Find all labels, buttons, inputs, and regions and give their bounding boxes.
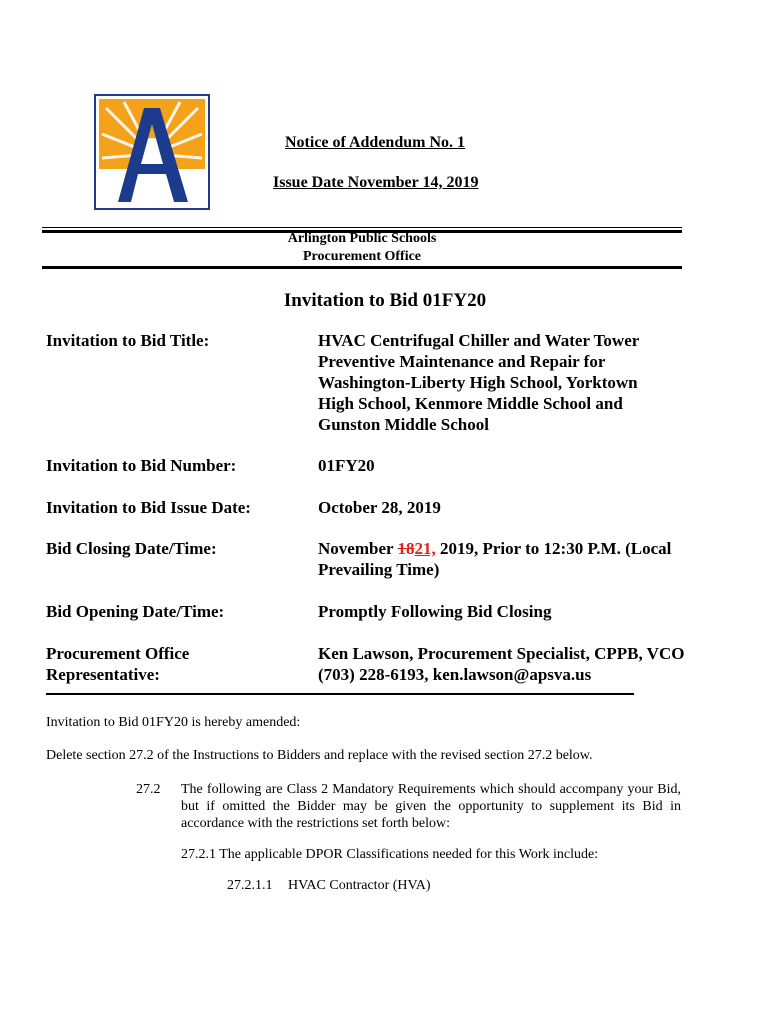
closing-inserted-date: 21, — [414, 539, 436, 558]
field-value-closing — [318, 538, 698, 580]
field-label-closing: Bid Closing Date/Time: — [46, 539, 217, 558]
mid-rule-thick — [42, 266, 682, 269]
arlington-public-schools-logo — [94, 94, 210, 210]
field-value-title: HVAC Centrifugal Chiller and Water Tower Preventive Maintenance and Repair for Washington-Liberty High School, Yorktown High School, Kenmore Middle School and Gunston Middle School — [318, 331, 639, 434]
field-label-opening: Bid Opening Date/Time: — [46, 602, 225, 621]
field-label-title: Invitation to Bid Title: — [46, 331, 210, 350]
top-rule-thin — [42, 227, 682, 228]
org-name: Arlington Public Schools — [287, 231, 437, 246]
representative-name: Ken Lawson, Procurement Specialist, CPPB, VCO — [318, 644, 685, 663]
closing-suffix: 2019, Prior to 12:30 P.M. (Local Prevailing Time) — [318, 539, 672, 579]
section-27-2-number: 27.2 — [136, 782, 161, 797]
closing-struck-date: 18 — [397, 539, 415, 558]
section-27-2-text: The following are Class 2 Mandatory Requirements which should accompany your Bid, but if omitted the Bidder may be given the opportunity to supplement its Bid in accordance with the restrictions set forth below: — [181, 782, 681, 831]
field-label-number: Invitation to Bid Number: — [46, 456, 237, 475]
fields-bottom-rule — [46, 693, 634, 695]
field-value-representative — [318, 643, 684, 685]
field-label-representative: Procurement Office Representative: — [46, 644, 190, 684]
section-27-2-1: 27.2.1 The applicable DPOR Classifications needed for this Work include: — [181, 847, 599, 862]
field-value-opening: Promptly Following Bid Closing — [318, 602, 552, 621]
field-label-issue-date: Invitation to Bid Issue Date: — [46, 498, 251, 517]
field-value-number: 01FY20 — [318, 456, 375, 475]
org-office: Procurement Office — [302, 249, 422, 264]
addendum-notice-heading: Notice of Addendum No. 1 — [285, 134, 466, 151]
field-value-issue-date: October 28, 2019 — [318, 498, 441, 517]
issue-date-heading: Issue Date November 14, 2019 — [273, 174, 479, 191]
section-27-2-1-1-text: HVAC Contractor (HVA) — [288, 878, 431, 893]
section-27-2-1-1-number: 27.2.1.1 — [227, 878, 273, 893]
delete-instruction: Delete section 27.2 of the Instructions to Bidders and replace with the revised section 27.2 below. — [46, 748, 593, 763]
document-title: Invitation to Bid 01FY20 — [283, 290, 487, 311]
closing-prefix: November — [318, 539, 398, 558]
amended-statement: Invitation to Bid 01FY20 is hereby amended: — [46, 715, 301, 730]
representative-contact: (703) 228-6193, ken.lawson@apsva.us — [318, 665, 592, 684]
